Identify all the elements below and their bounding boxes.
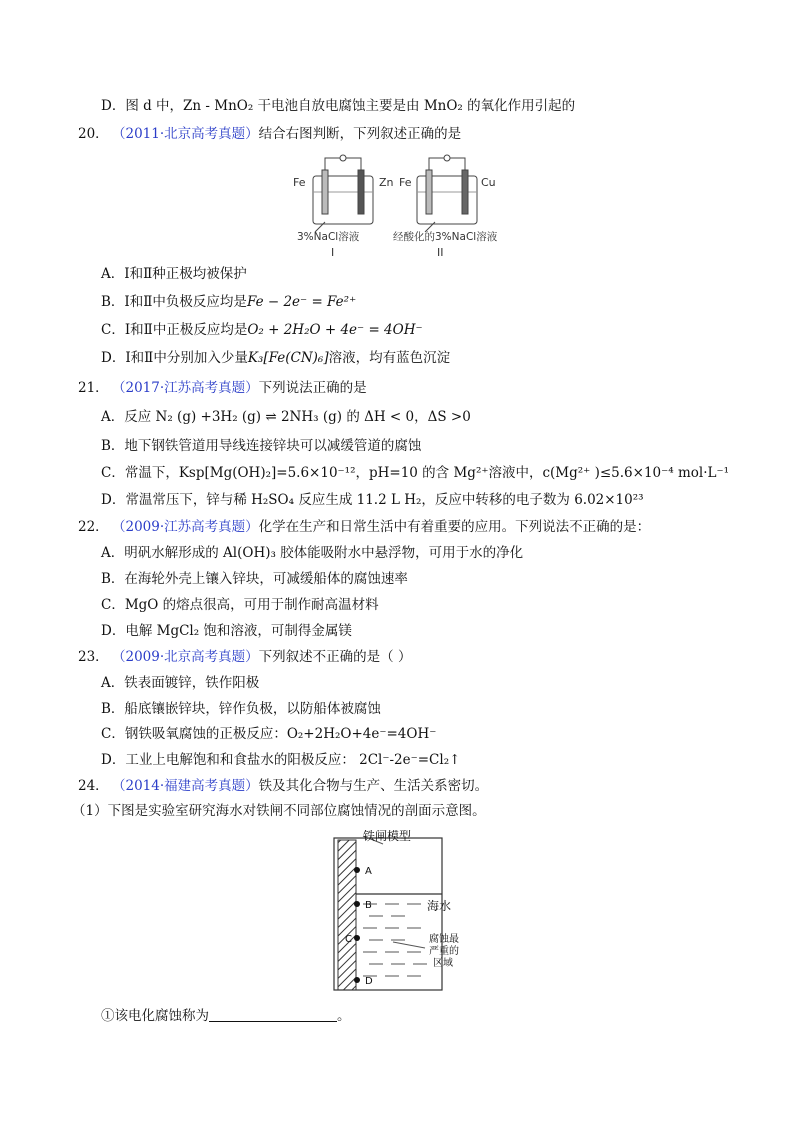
label-cell-i: I [331,246,335,259]
equation: Fe − 2e⁻ = Fe²⁺ [246,294,357,310]
label-solution-ii: 经酸化的3%NaCl溶液 [393,231,498,243]
point-d-marker [354,977,360,983]
q24-part1: （1）下图是实验室研究海水对铁闸不同部位腐蚀情况的剖面示意图。 [72,803,486,819]
q24-stem [78,776,488,796]
q20-option-a: A．Ⅰ和Ⅱ种正极均被保护 [101,266,247,282]
question-text: 下列叙述不正确的是（ ） [258,649,412,665]
equation: K₃[Fe(CN)₆] [247,350,329,366]
label-point-a: A [365,866,372,877]
label-point-b: B [365,900,372,911]
cu-electrode-ii [462,170,468,214]
option-text: D．Ⅰ和Ⅱ中分别加入少量 [101,350,248,366]
label-seawater: 海水 [427,899,452,913]
q21-stem [78,378,367,398]
q23-option-c: C．钢铁吸氧腐蚀的正极反应：O₂+2H₂O+4e⁻=4OH⁻ [101,726,437,742]
q22-option-b: B．在海轮外壳上镶入锌块，可减缓船体的腐蚀速率 [101,571,408,587]
q23-option-d: D．工业上电解饱和和食盐水的阳极反应： 2Cl⁻-2e⁻=Cl₂↑ [101,752,461,768]
question-number: 23． [78,649,109,665]
label-fe-ii: Fe [399,176,412,189]
q21-option-c: C．常温下，Ksp[Mg(OH)₂]=5.6×10⁻¹²，pH=10 的含 Mg²⁺溶液中，c(Mg²⁺ )≤5.6×10⁻⁴ mol·L⁻¹ [101,465,730,481]
question-source: （2017·江苏高考真题） [112,380,259,396]
q23-stem [78,647,411,667]
q20-stem [78,124,461,144]
q23-option-a: A．铁表面镀锌，铁作阳极 [101,675,260,691]
question-text: 铁及其化合物与生产、生活关系密切。 [258,778,489,794]
q24-figure [333,830,483,994]
question-text: 化学在生产和日常生活中有着重要的应用。下列说法不正确的是： [258,519,651,535]
fe-electrode-ii [426,170,432,214]
q21-option-a: A．反应 N₂ (g) +3H₂ (g) ⇌ 2NH₃ (g) 的 ΔH < 0，ΔS >0 [101,409,471,425]
question-number: 24． [78,778,109,794]
label-cell-ii: II [437,246,444,259]
label-fe-i: Fe [293,176,306,189]
subquestion-text: 。 [337,1008,351,1024]
question-number: 21． [78,380,109,396]
label-point-c: C [345,934,352,945]
answer-blank[interactable] [209,1007,337,1022]
q19-option-d: D．图 d 中，Zn - MnO₂ 干电池自放电腐蚀主要是由 MnO₂ 的氧化作用引起的 [101,98,576,114]
q20-figure [285,152,515,262]
question-text: 下列说法正确的是 [258,380,367,396]
label-gate-model: 铁闸模型 [363,830,412,843]
point-c-marker [354,935,360,941]
q22-option-d: D．电解 MgCl₂ 饱和溶液，可制得金属镁 [101,623,352,639]
q23-option-b: B．船底镶嵌锌块，锌作负极，以防船体被腐蚀 [101,701,381,717]
gate-model-icon [338,840,356,990]
question-source: （2014·福建高考真题） [112,778,259,794]
label-point-d: D [365,976,373,987]
q20-option-b [101,292,356,312]
option-text: 溶液，均有蓝色沉淀 [328,350,451,366]
option-text: C．Ⅰ和Ⅱ中正极反应均是 [101,322,248,338]
question-source: （2009·江苏高考真题） [112,519,259,535]
question-number: 22． [78,519,109,535]
question-source: （2011·北京高考真题） [112,126,259,142]
label-cu: Cu [481,176,496,189]
question-number: 20． [78,126,109,142]
option-text: B．Ⅰ和Ⅱ中负极反应均是 [101,294,247,310]
q22-option-c: C．MgO 的熔点很高，可用于制作耐高温材料 [101,597,379,613]
subquestion-text: ①该电化腐蚀称为 [101,1008,209,1024]
q20-option-c [101,320,423,340]
label-region-3: 区域 [433,958,453,969]
point-a-marker [354,867,360,873]
question-text: 结合右图判断，下列叙述正确的是 [258,126,462,142]
q21-option-d: D．常温常压下，锌与稀 H₂SO₄ 反应生成 11.2 L H₂，反应中转移的电子数为 6.02×10²³ [101,492,644,508]
question-source: （2009·北京高考真题） [112,649,259,665]
q21-option-b: B．地下钢铁管道用导线连接锌块可以减缓管道的腐蚀 [101,438,422,454]
fe-electrode-i [322,170,328,214]
q22-stem [78,517,650,537]
label-solution-i: 3%NaCl溶液 [297,231,360,243]
zn-electrode-i [358,170,364,214]
q22-option-a: A．明矾水解形成的 Al(OH)₃ 胶体能吸附水中悬浮物，可用于水的净化 [101,545,524,561]
label-region-2: 严重的 [429,946,459,957]
q20-option-d [101,348,450,368]
equation: O₂ + 2H₂O + 4e⁻ = 4OH⁻ [247,322,423,338]
point-b-marker [354,901,360,907]
label-region-1: 腐蚀最 [429,934,459,945]
q24-subquestion-1 [101,1006,351,1026]
label-zn: Zn [379,176,394,189]
